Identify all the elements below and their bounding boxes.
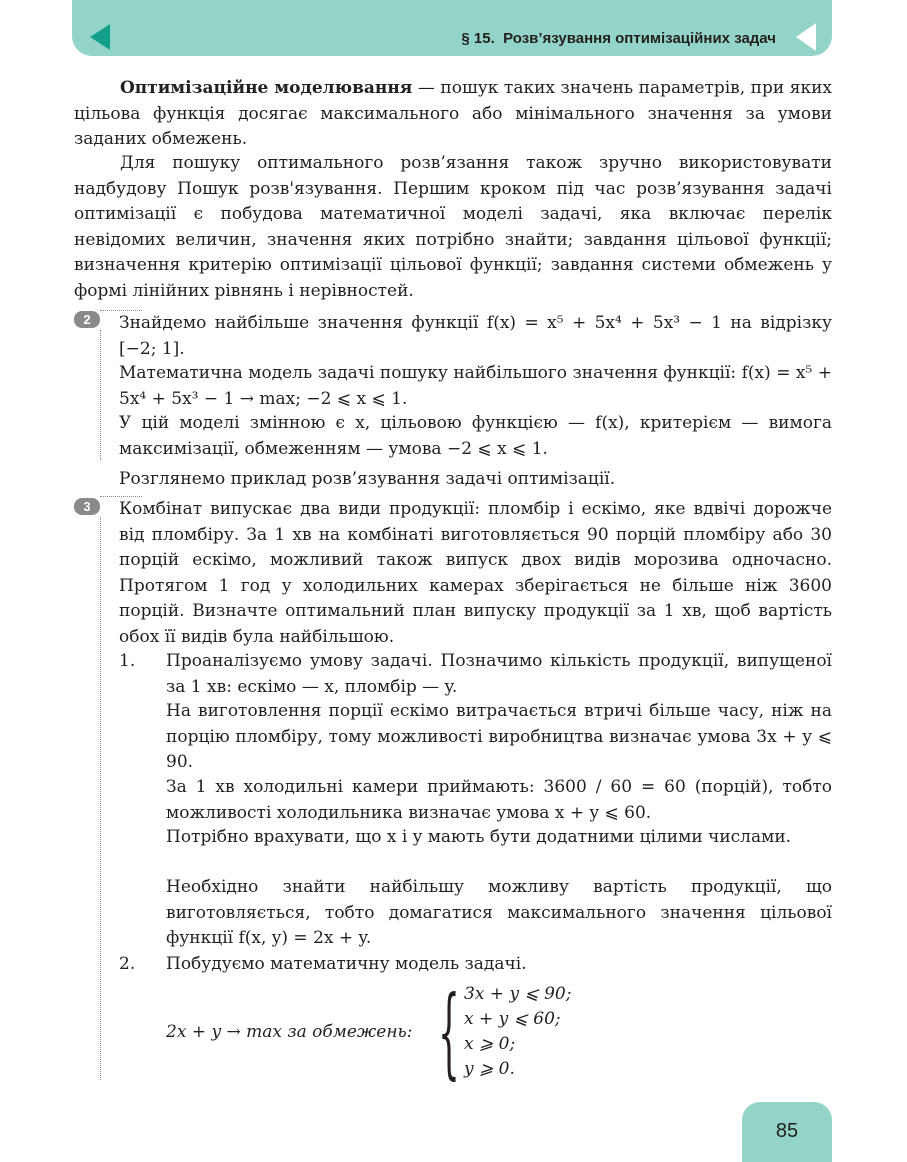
page-number-tab (742, 1102, 832, 1162)
previous-arrow-icon[interactable] (90, 24, 110, 50)
next-arrow-icon[interactable] (796, 23, 816, 51)
step-2-paragraph: Побудуємо математичну модель задачі. (166, 954, 527, 974)
example-badge-2: 2 (74, 311, 100, 328)
brace-icon: { (438, 976, 460, 1090)
page-number: 85 (775, 1120, 799, 1142)
intro-paragraph: Для пошуку оптимального розв’язання також зручно використовувати надбудову Пошук розв'язування. Першим кроком під час розв’язування задачі оптимізації є побудова математичної моделі задачі, яка включає перелік невідомих величин, значення яких потрібно знайти; завдання цільової функції; визначення критерію оптимізації цільової функції; завдання системи обмежень у формі лінійних рівнянь і нерівностей. (74, 153, 832, 301)
example-2-model: Математична модель задачі пошуку найбільшого значення функції: f(x) = x⁵ + 5x⁴ + 5x³ − 1 → max; −2 ⩽ x ⩽ 1. (119, 363, 832, 409)
section-title: § 15. Розв’язування оптимізаційних задач (461, 30, 776, 47)
divider (100, 517, 101, 1080)
example-2-task: Знайдемо найбільше значення функції f(x) = x⁵ + 5x⁴ + 5x³ − 1 на відрізку [−2; 1]. (119, 313, 832, 359)
constraint-system (166, 976, 666, 1090)
divider (100, 330, 101, 460)
constraint-row: 3x + y ⩽ 90; (464, 984, 572, 1004)
step-1-paragraph: Потрібно врахувати, що x і y мають бути додатними цілими числами. (166, 827, 792, 847)
definition-paragraph: Оптимізаційне моделювання — пошук таких значень параметрів, при яких цільова функція досягає максимального або мінімального значення за умови заданих обмежень. (74, 78, 833, 149)
constraint-row: y ⩾ 0. (464, 1059, 515, 1079)
example-2-explanation: У цій моделі змінною є x, цільовою функцією — f(x), критерієм — вимога максимізації, обмеженням — умова −2 ⩽ x ⩽ 1. (119, 413, 832, 459)
step-number-1: 1. (119, 651, 136, 671)
constraint-row: x ⩾ 0; (464, 1034, 516, 1054)
objective-expression: 2x + y → max за обмежень: (166, 1022, 413, 1042)
step-number-2: 2. (119, 954, 136, 974)
constraint-row: x + y ⩽ 60; (464, 1009, 561, 1029)
transition-text: Розглянемо приклад розв’язування задачі оптимізації. (119, 469, 616, 489)
example-3-problem: Комбінат випускає два види продукції: пломбір і ескімо, яке вдвічі дорожче від пломбіру. За 1 хв на комбінаті виготовляється 90 порцій пломбіру або 30 порцій ескімо, можливий також випуск двох видів морозива одночасно. Протягом 1 год у холодильних камерах зберігається не більше ніж 3600 порцій. Визначте оптимальний план випуску продукції за 1 хв, щоб вартість обох її видів була найбільшою. (119, 499, 832, 647)
step-1-paragraph: Проаналізуємо умову задачі. Позначимо кількість продукції, випущеної за 1 хв: ескімо — x, пломбір — y. (166, 651, 832, 697)
step-1-paragraph: На виготовлення порції ескімо витрачається втричі більше часу, ніж на порцію пломбіру, тому можливості виробництва визначає умова 3x + y ⩽ 90. (166, 701, 832, 772)
step-1-paragraph: Необхідно знайти найбільшу можливу вартість продукції, що виготовляється, тобто домагатися максимального значення цільової функції f(x, y) = 2x + y. (166, 877, 832, 948)
example-badge-3: 3 (74, 498, 100, 515)
page-header (72, 0, 832, 56)
step-1-paragraph: За 1 хв холодильні камери приймають: 3600 / 60 = 60 (порцій), тобто можливості холодильника визначає умова x + y ⩽ 60. (166, 777, 832, 823)
